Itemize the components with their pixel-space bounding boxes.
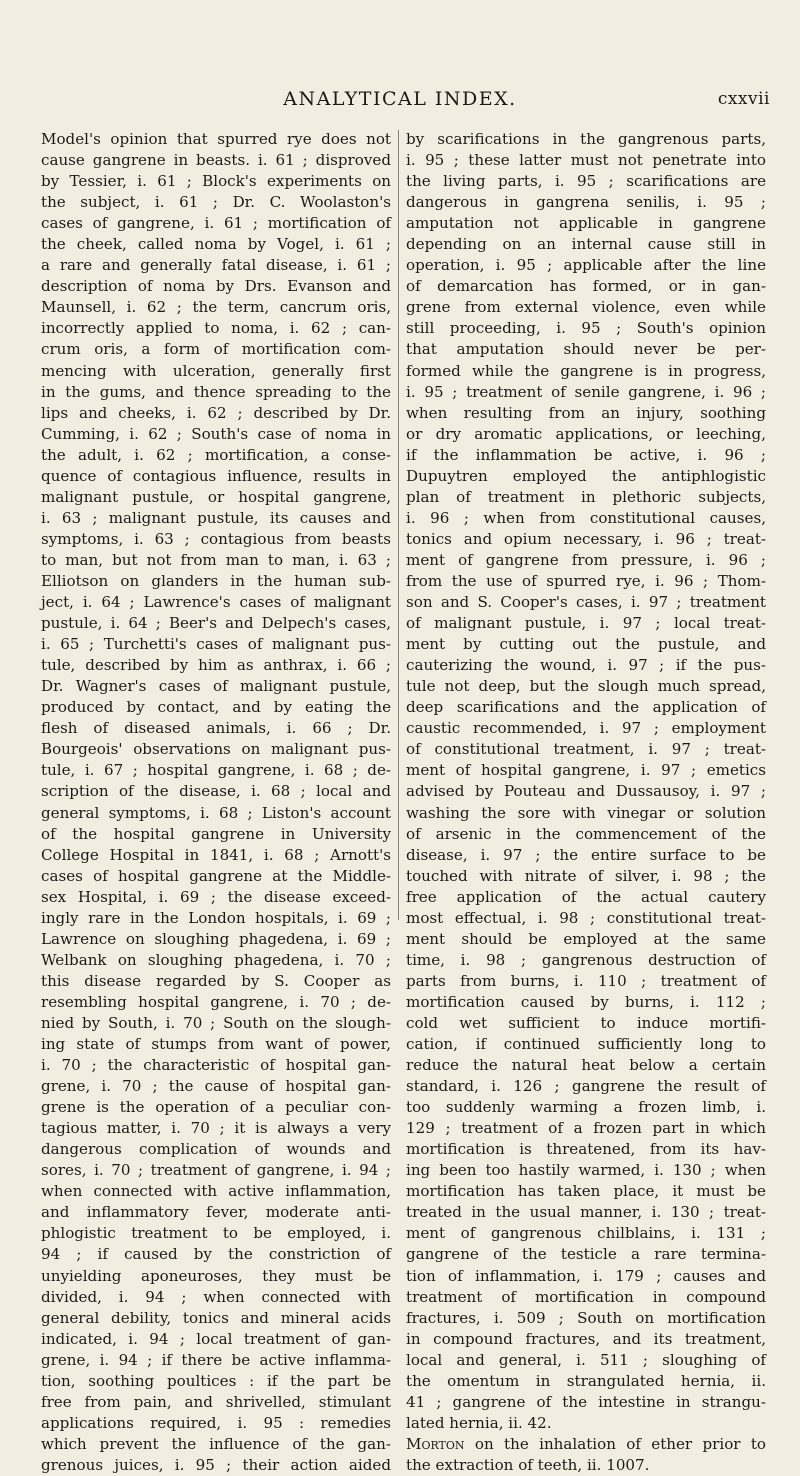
text-line: depending on an internal cause still in: [406, 235, 766, 254]
text-line: fractures, i. 509 ; South on mortification: [406, 1308, 766, 1327]
text-line: formed while the gangrene is in progress,: [406, 361, 766, 380]
text-line: symptoms, i. 63 ; contagious from beasts: [41, 529, 391, 548]
text-line: of the hospital gangrene in University: [41, 824, 391, 843]
text-line: a rare and generally fatal disease, i. 61 ;: [41, 256, 391, 275]
text-line: Lawrence on sloughing phagedena, i. 69 ;: [41, 929, 391, 948]
text-line: of arsenic in the commencement of the: [406, 824, 766, 843]
text-line: Dr. Wagner's cases of malignant pustule,: [41, 677, 391, 696]
text-line: incorrectly applied to noma, i. 62 ; can-: [41, 319, 391, 338]
text-line: tule, described by him as anthrax, i. 66 ;: [41, 656, 391, 675]
text-line: Cumming, i. 62 ; South's case of noma in: [41, 424, 391, 443]
text-line: 41 ; gangrene of the intestine in strangu-: [406, 1392, 766, 1411]
text-line: cauterizing the wound, i. 97 ; if the pus-: [406, 656, 766, 675]
text-line: tion of inflammation, i. 179 ; causes and: [406, 1266, 766, 1285]
text-line: standard, i. 126 ; gangrene the result of: [406, 1077, 766, 1096]
text-line: applications required, i. 95 : remedies: [41, 1413, 391, 1432]
text-line: ment of hospital gangrene, i. 97 ; emetics: [406, 761, 766, 780]
text-line: i. 96 ; when from constitutional causes,: [406, 508, 766, 527]
text-line: in the gums, and thence spreading to the: [41, 382, 391, 401]
text-line: the omentum in strangulated hernia, ii.: [406, 1371, 766, 1390]
text-line: in compound fractures, and its treatment,: [406, 1329, 766, 1348]
text-line: ing been too hastily warmed, i. 130 ; when: [406, 1161, 766, 1180]
text-line: the extraction of teeth, ii. 1007.: [406, 1455, 650, 1474]
text-line: i. 65 ; Turchetti's cases of malignant pus-: [41, 635, 391, 654]
text-line: free application of the actual cautery: [406, 887, 766, 906]
text-line: lated hernia, ii. 42.: [406, 1413, 552, 1432]
text-line: malignant pustule, or hospital gangrene,: [41, 487, 391, 506]
index-entry: [406, 1434, 766, 1476]
text-line: advised by Pouteau and Dussausoy, i. 97 ;: [406, 782, 766, 801]
entry-headword: Morton: [406, 1434, 465, 1453]
text-line: cation, if continued sufficiently long to: [406, 1035, 766, 1054]
text-line: treated in the usual manner, i. 130 ; treat-: [406, 1203, 766, 1222]
text-line: grene from external violence, even while: [406, 298, 766, 317]
text-line: of demarcation has formed, or in gan-: [406, 277, 766, 296]
text-line: Model's opinion that spurred rye does not: [41, 130, 391, 148]
text-line: washing the sore with vinegar or solution: [406, 803, 766, 822]
text-line: mortification has taken place, it must be: [406, 1182, 766, 1201]
text-line: the cheek, called noma by Vogel, i. 61 ;: [41, 235, 391, 254]
text-line: plan of treatment in plethoric subjects,: [406, 487, 766, 506]
text-line: flesh of diseased animals, i. 66 ; Dr.: [41, 719, 391, 738]
text-line: and inflammatory fever, moderate anti-: [41, 1203, 391, 1222]
page-number: cxxvii: [717, 89, 770, 109]
text-line: ject, i. 64 ; Lawrence's cases of malignant: [41, 593, 391, 612]
text-line: of malignant pustule, i. 97 ; local treat-: [406, 614, 766, 633]
running-title: ANALYTICAL INDEX.: [283, 88, 517, 110]
text-line: tion, soothing poultices : if the part be: [41, 1371, 391, 1390]
text-line: quence of contagious influence, results in: [41, 466, 391, 485]
text-line: i. 70 ; the characteristic of hospital gan-: [41, 1056, 391, 1075]
text-line: lips and cheeks, i. 62 ; described by Dr.: [41, 403, 391, 422]
text-line: College Hospital in 1841, i. 68 ; Arnott's: [41, 845, 391, 864]
text-line: i. 63 ; malignant pustule, its causes and: [41, 508, 391, 527]
text-line: mortification is threatened, from its hav-: [406, 1140, 766, 1159]
text-line: disease, i. 97 ; the entire surface to be: [406, 845, 766, 864]
text-line: when resulting from an injury, soothing: [406, 403, 766, 422]
text-line: 129 ; treatment of a frozen part in which: [406, 1119, 766, 1138]
text-line: local and general, i. 511 ; sloughing of: [406, 1350, 766, 1369]
text-line: grene, i. 70 ; the cause of hospital gan-: [41, 1077, 391, 1096]
text-line: when connected with active inflammation,: [41, 1182, 391, 1201]
text-line: tule, i. 67 ; hospital gangrene, i. 68 ; de-: [41, 761, 391, 780]
text-line: which prevent the influence of the gan-: [41, 1434, 391, 1453]
text-line: tonics and opium necessary, i. 96 ; treat-: [406, 529, 766, 548]
text-line: nied by South, i. 70 ; South on the slough-: [41, 1013, 391, 1032]
text-line: if the inflammation be active, i. 96 ;: [406, 445, 766, 464]
text-line: i. 95 ; these latter must not penetrate into: [406, 151, 766, 170]
text-line: touched with nitrate of silver, i. 98 ; the: [406, 866, 766, 885]
text-line: mortification caused by burns, i. 112 ;: [406, 992, 766, 1011]
column-divider: [398, 130, 399, 920]
text-line: Welbank on sloughing phagedena, i. 70 ;: [41, 950, 391, 969]
text-line: cases of hospital gangrene at the Middle-: [41, 866, 391, 885]
text-line: too suddenly warming a frozen limb, i.: [406, 1098, 766, 1117]
text-line: the adult, i. 62 ; mortification, a conse-: [41, 445, 391, 464]
text-line: to man, but not from man to man, i. 63 ;: [41, 550, 391, 569]
page-header: [0, 88, 800, 114]
entry-text: on the inhalation of ether prior to: [464, 1434, 766, 1453]
text-line: amputation not applicable in gangrene: [406, 214, 766, 233]
text-line: i. 95 ; treatment of senile gangrene, i. 96 ;: [406, 382, 766, 401]
text-line: reduce the natural heat below a certain: [406, 1056, 766, 1075]
text-line: the living parts, i. 95 ; scarifications are: [406, 172, 766, 191]
text-line: the subject, i. 61 ; Dr. C. Woolaston's: [41, 193, 391, 212]
text-line: ment of gangrenous chilblains, i. 131 ;: [406, 1224, 766, 1243]
text-line: that amputation should never be per-: [406, 340, 766, 359]
text-line: parts from burns, i. 110 ; treatment of: [406, 971, 766, 990]
text-line: phlogistic treatment to be employed, i.: [41, 1224, 391, 1243]
index-entry-continuation: [406, 129, 766, 1434]
text-line: Dupuytren employed the antiphlogistic: [406, 466, 766, 485]
text-line: pustule, i. 64 ; Beer's and Delpech's cases,: [41, 614, 391, 633]
text-line: most effectual, i. 98 ; constitutional treat-: [406, 908, 766, 927]
text-line: cause gangrene in beasts. i. 61 ; disproved: [41, 151, 391, 170]
text-line: divided, i. 94 ; when connected with: [41, 1287, 391, 1306]
text-line: operation, i. 95 ; applicable after the line: [406, 256, 766, 275]
text-line: [406, 1434, 766, 1455]
text-line: ment by cutting out the pustule, and: [406, 635, 766, 654]
text-line: cases of gangrene, i. 61 ; mortification of: [41, 214, 391, 233]
text-line: of constitutional treatment, i. 97 ; treat-: [406, 740, 766, 759]
left-column: [41, 129, 391, 1476]
text-line: ment of gangrene from pressure, i. 96 ;: [406, 550, 766, 569]
text-line: by Tessier, i. 61 ; Block's experiments on: [41, 172, 391, 191]
text-line: caustic recommended, i. 97 ; employment: [406, 719, 766, 738]
text-line: this disease regarded by S. Cooper as: [41, 971, 391, 990]
text-line: ing state of stumps from want of power,: [41, 1035, 391, 1054]
text-line: Maunsell, i. 62 ; the term, cancrum oris,: [41, 298, 391, 317]
text-line: dangerous complication of wounds and: [41, 1140, 391, 1159]
text-line: general debility, tonics and mineral acids: [41, 1308, 391, 1327]
text-line: or dry aromatic applications, or leeching,: [406, 424, 766, 443]
text-line: general symptoms, i. 68 ; Liston's account: [41, 803, 391, 822]
text-line: resembling hospital gangrene, i. 70 ; de-: [41, 992, 391, 1011]
text-line: gangrene of the testicle a rare termina-: [406, 1245, 766, 1264]
text-line: mencing with ulceration, generally first: [41, 361, 391, 380]
text-line: from the use of spurred rye, i. 96 ; Thom-: [406, 571, 766, 590]
text-line: 94 ; if caused by the constriction of: [41, 1245, 391, 1264]
text-line: Elliotson on glanders in the human sub-: [41, 571, 391, 590]
text-line: ingly rare in the London hospitals, i. 69 ;: [41, 908, 391, 927]
text-line: treatment of mortification in compound: [406, 1287, 766, 1306]
text-line: deep scarifications and the application of: [406, 698, 766, 717]
text-line: Bourgeois' observations on malignant pus-: [41, 740, 391, 759]
text-line: dangerous in gangrena senilis, i. 95 ;: [406, 193, 766, 212]
text-line: ment should be employed at the same: [406, 929, 766, 948]
text-line: free from pain, and shrivelled, stimulant: [41, 1392, 391, 1411]
text-line: indicated, i. 94 ; local treatment of gan-: [41, 1329, 391, 1348]
right-column: [406, 129, 766, 1476]
text-line: grenous juices, i. 95 ; their action aided: [41, 1455, 391, 1474]
text-line: tule not deep, but the slough much spread,: [406, 677, 766, 696]
text-line: unyielding aponeuroses, they must be: [41, 1266, 391, 1285]
index-entry-continuation: [41, 129, 391, 1476]
text-line: grene is the operation of a peculiar con-: [41, 1098, 391, 1117]
text-line: still proceeding, i. 95 ; South's opinion: [406, 319, 766, 338]
text-line: sores, i. 70 ; treatment of gangrene, i. 94 ;: [41, 1161, 391, 1180]
text-line: grene, i. 94 ; if there be active inflamma-: [41, 1350, 391, 1369]
text-line: son and S. Cooper's cases, i. 97 ; treatment: [406, 593, 766, 612]
text-line: sex Hospital, i. 69 ; the disease exceed-: [41, 887, 391, 906]
text-line: by scarifications in the gangrenous parts,: [406, 130, 766, 148]
text-line: crum oris, a form of mortification com-: [41, 340, 391, 359]
text-line: scription of the disease, i. 68 ; local and: [41, 782, 391, 801]
text-line: description of noma by Drs. Evanson and: [41, 277, 391, 296]
text-line: tagious matter, i. 70 ; it is always a very: [41, 1119, 391, 1138]
text-line: time, i. 98 ; gangrenous destruction of: [406, 950, 766, 969]
text-line: produced by contact, and by eating the: [41, 698, 391, 717]
text-line: cold wet sufficient to induce mortifi-: [406, 1013, 766, 1032]
